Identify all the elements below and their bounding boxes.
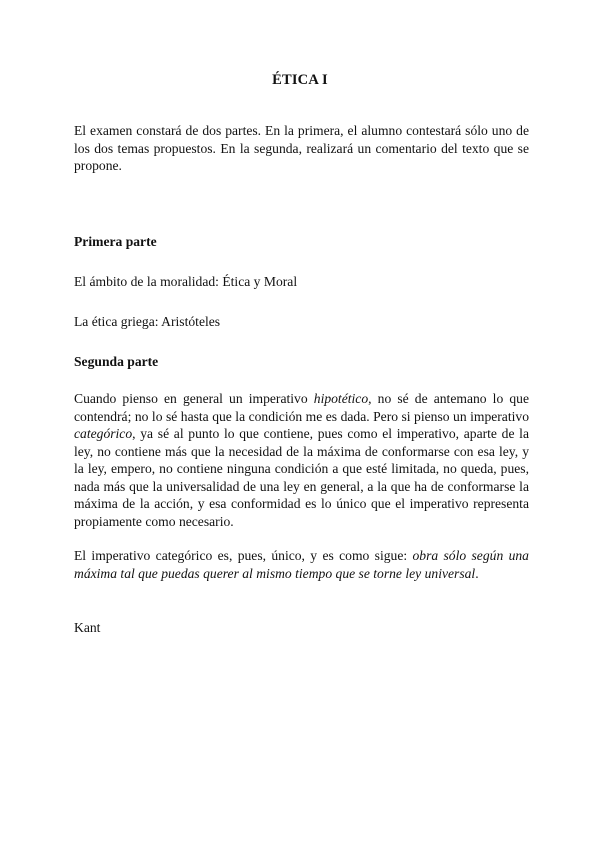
topic-1: El ámbito de la moralidad: Ética y Moral	[74, 274, 298, 289]
topic-2: La ética griega: Aristóteles	[74, 314, 221, 329]
author-name: Kant	[74, 620, 101, 635]
kant-paragraph-2	[74, 547, 529, 582]
p2-maxim: obra sólo según una máxima tal que puedas querer al mismo tiempo que se torne ley universal	[74, 548, 529, 581]
page-title: ÉTICA I	[272, 72, 328, 88]
p1-hipotetico: hipotético	[313, 391, 369, 406]
part2-heading: Segunda parte	[74, 354, 159, 369]
kant-paragraph-1	[74, 390, 529, 530]
part1-heading: Primera parte	[74, 234, 157, 249]
p2-text-a: El imperativo categórico es, pues, único, y es como sigue:	[74, 548, 413, 563]
p1-categorico: categórico	[74, 426, 133, 441]
intro-paragraph: El examen constará de dos partes. En la primera, el alumno contestará sólo uno de los dos temas propuestos. En la segunda, realizará un comentario del texto que se propone.	[74, 123, 529, 173]
p1-text-a: Cuando pienso en general un imperativo	[74, 391, 314, 406]
p2-text-c: .	[475, 565, 479, 581]
p1-text-e: , ya sé al punto lo que contiene, pues como el imperativo, aparte de la ley, no contiene más que la necesidad de la máxima de conformarse con esa ley, y la ley, empero, no contiene ninguna condición a que esté limitada, no queda, pues, nada más que la universalidad de una ley en general, a la que ha de conformarse la máxima de la acción, y esa conformidad es lo único que el imperativo representa propiamente como necesario.	[74, 426, 529, 529]
p1-text-c: , no sé de antemano lo que contendrá; no lo sé hasta que la condición me es dada. Pero si pienso un imperativo	[74, 391, 529, 424]
